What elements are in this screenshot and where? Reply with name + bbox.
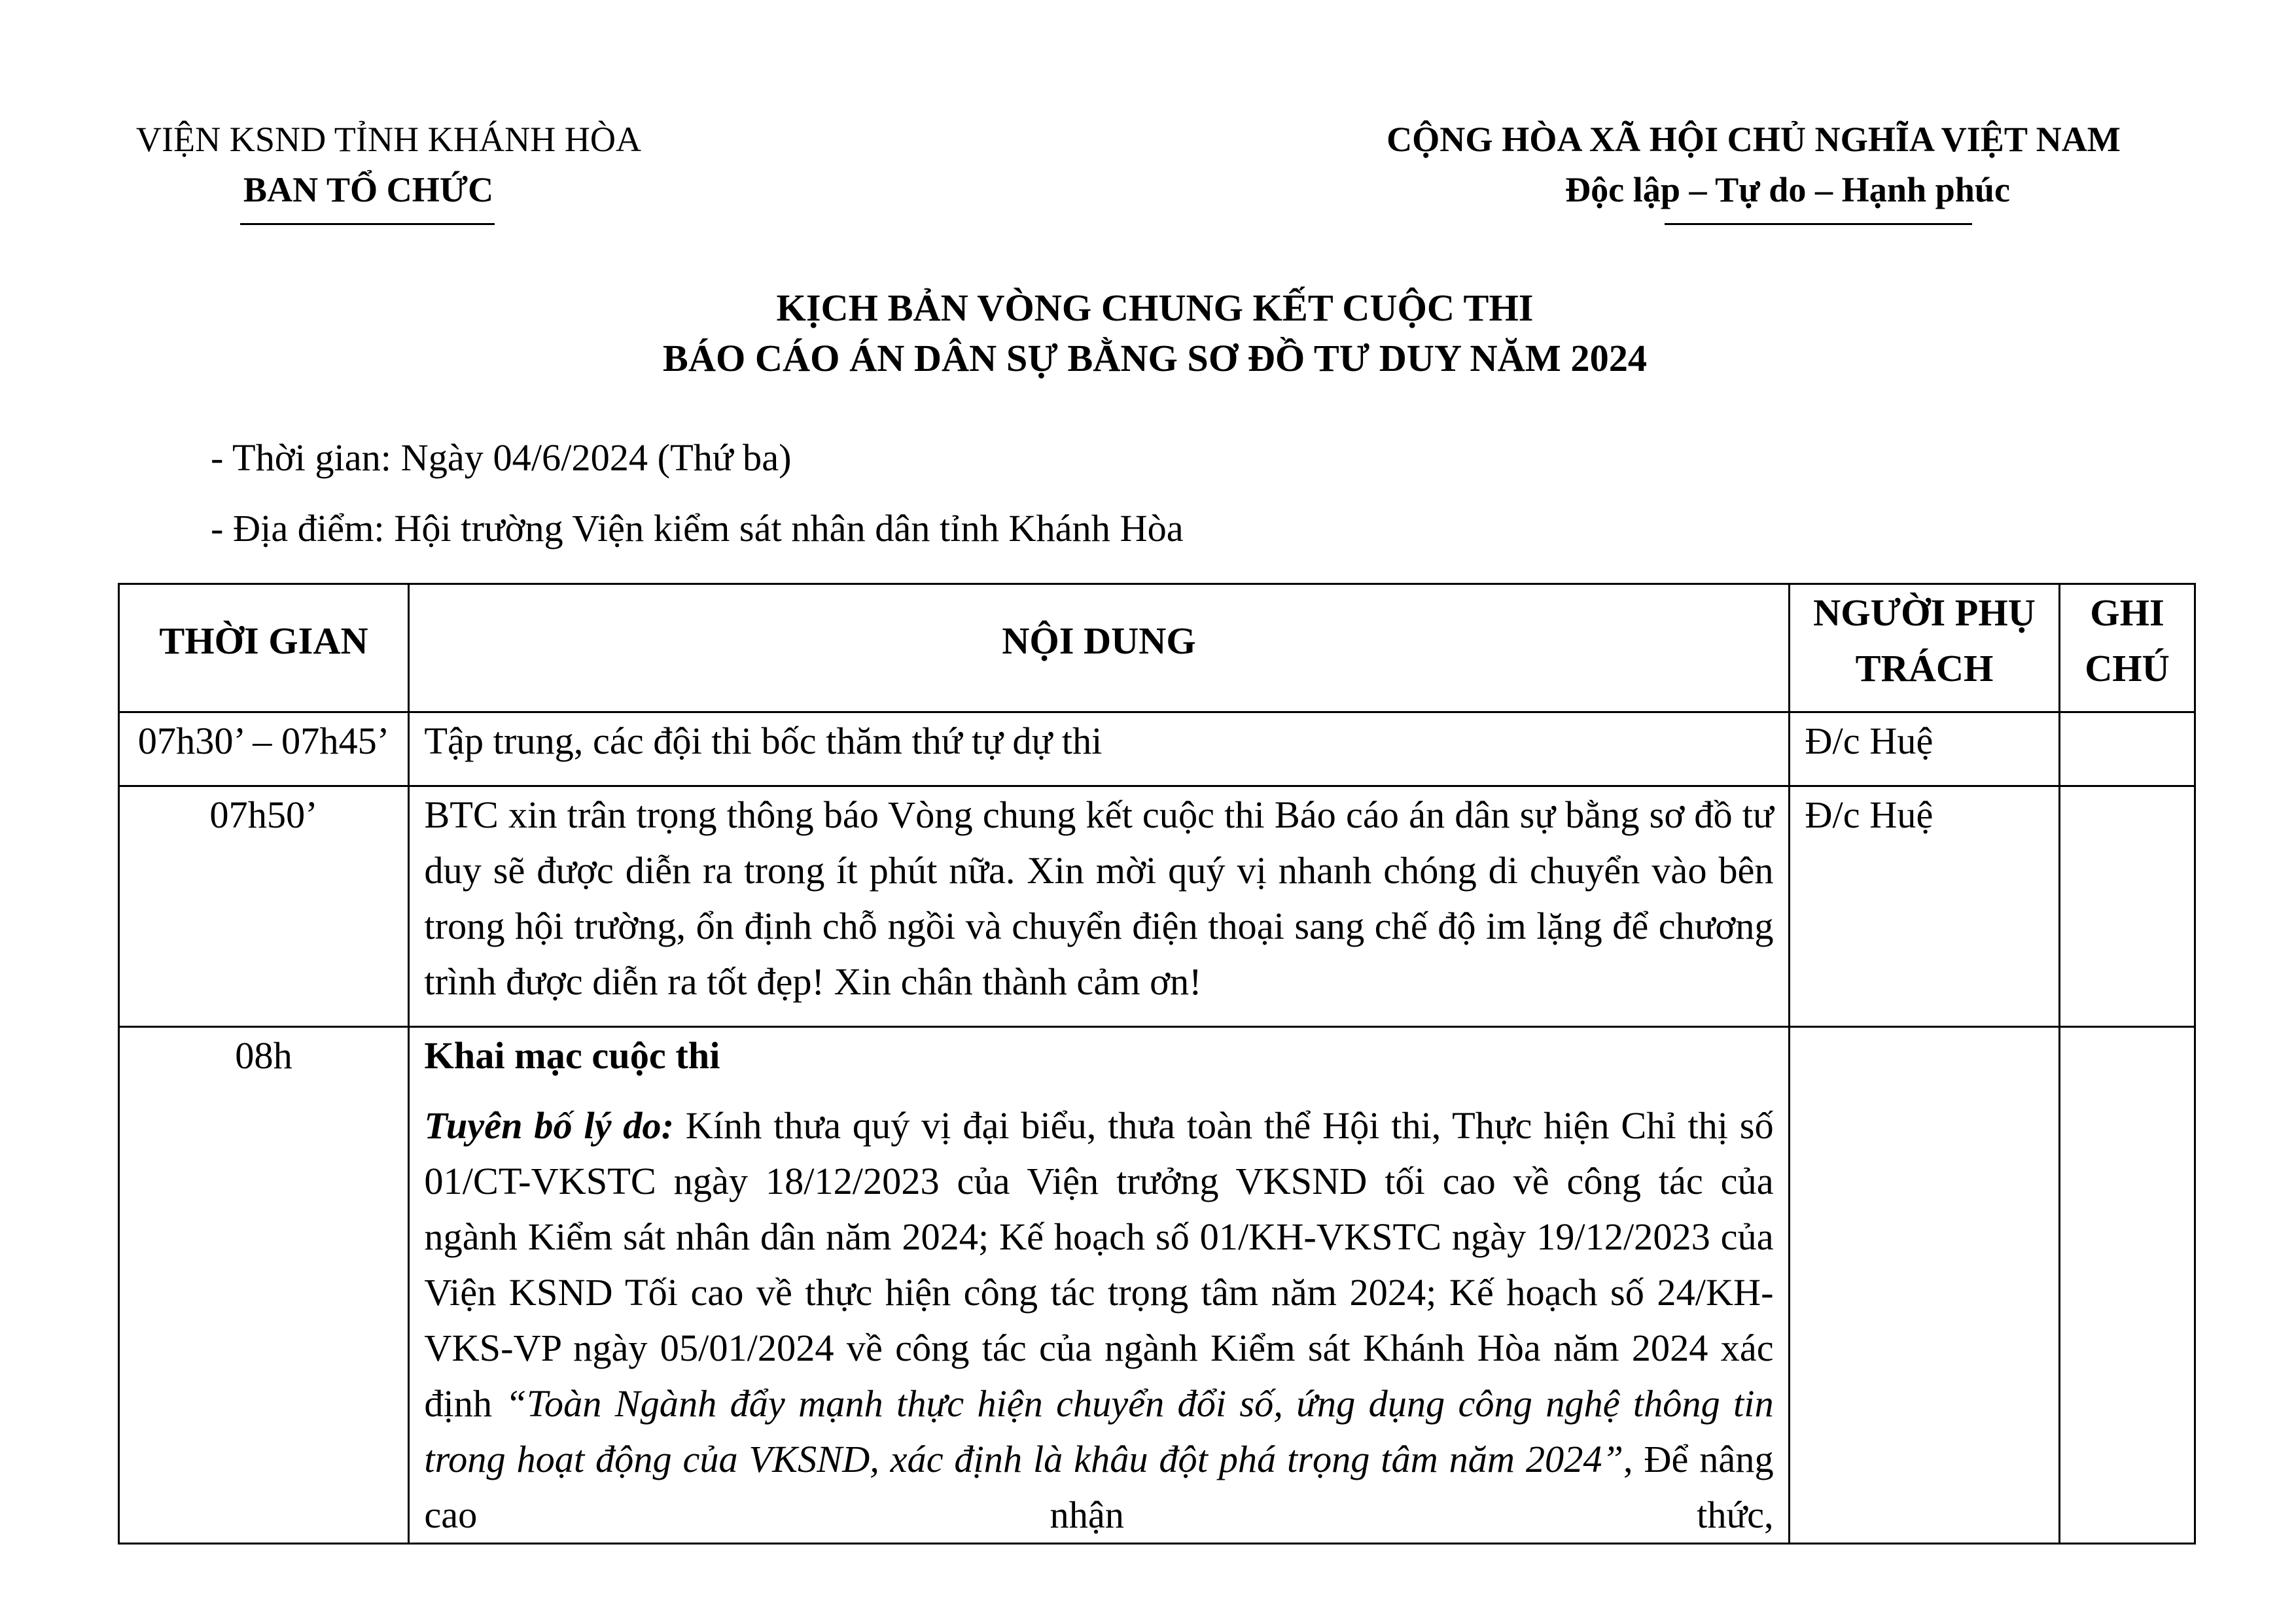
opening-quote: “Toàn Ngành đẩy mạnh thực hiện chuyển đổi số, ứng dụng công nghệ thông tin trong hoạt động của VKSND, xác định là khâu đột phá trọng tâm năm 2024” (424, 1382, 1774, 1480)
event-time: - Thời gian: Ngày 04/6/2024 (Thứ ba) (211, 436, 792, 479)
row-content (409, 786, 1790, 1027)
row-person: Đ/c Huệ (1790, 712, 2060, 786)
row-time: 07h30’ – 07h45’ (119, 712, 409, 786)
table-row (119, 1027, 2195, 1544)
opening-tail: , Để nâng cao nhận thức, (424, 1438, 1774, 1536)
schedule-table (118, 583, 2196, 1544)
document-title (173, 283, 2136, 383)
row-person (1790, 1027, 2060, 1544)
organizing-committee: BAN TỔ CHỨC (243, 170, 494, 209)
agency-name: VIỆN KSND TỈNH KHÁNH HÒA (135, 120, 642, 159)
row-time: 08h (119, 1027, 409, 1544)
row-content (409, 1027, 1790, 1544)
national-title: CỘNG HÒA XÃ HỘI CHỦ NGHĨA VIỆT NAM (1386, 120, 2121, 159)
column-header-note: GHI CHÚ (2060, 584, 2195, 712)
opening-lead: Tuyên bố lý do: (424, 1104, 675, 1147)
row-content-text: Tập trung, các đội thi bốc thăm thứ tự dự thi (424, 720, 1103, 762)
row-time: 07h50’ (119, 786, 409, 1027)
opening-heading: Khai mạc cuộc thi (424, 1034, 720, 1077)
title-line-2: BÁO CÁO ÁN DÂN SỰ BẰNG SƠ ĐỒ TƯ DUY NĂM 2024 (662, 337, 1648, 379)
row-person: Đ/c Huệ (1790, 786, 2060, 1027)
column-header-person: NGƯỜI PHỤ TRÁCH (1790, 584, 2060, 712)
table-row (119, 712, 2195, 786)
row-content (409, 712, 1790, 786)
opening-paragraph (424, 1098, 1773, 1543)
event-location: - Địa điểm: Hội trường Viện kiểm sát nhân dân tỉnh Khánh Hòa (211, 507, 1184, 550)
motto-underline (1665, 223, 1972, 225)
row-note (2060, 1027, 2195, 1544)
row-note (2060, 712, 2195, 786)
row-content-text: BTC xin trân trọng thông báo Vòng chung kết cuộc thi Báo cáo án dân sự bằng sơ đồ tư duy sẽ được diễn ra trong ít phút nữa. Xin mời quý vị nhanh chóng di chuyển vào bên trong hội trường, ổn định chỗ ngồi và chuyển điện thoại sang chế độ im lặng để chương trình được diễn ra tốt đẹp! Xin chân thành cảm ơn! (424, 794, 1774, 1003)
column-header-content: NỘI DUNG (409, 584, 1790, 712)
committee-underline (240, 223, 495, 225)
opening-text: Kính thưa quý vị đại biểu, thưa toàn thể Hội thi, Thực hiện Chỉ thị số 01/CT-VKSTC ngày 18/12/2023 của Viện trưởng VKSND tối cao về công tác của ngành Kiểm sát nhân dân năm 2024; Kế hoạch số 01/KH-VKSTC ngày 19/12/2023 của Viện KSND Tối cao về thực hiện công tác trọng tâm năm 2024; Kế hoạch số 24/KH-VKS-VP ngày 05/01/2024 về công tác của ngành Kiểm sát Khánh Hòa năm 2024 xác định (424, 1104, 1774, 1425)
national-motto: Độc lập – Tự do – Hạnh phúc (1564, 170, 2011, 209)
table-header-row (119, 584, 2195, 712)
table-row (119, 786, 2195, 1027)
row-note (2060, 786, 2195, 1027)
column-header-time: THỜI GIAN (119, 584, 409, 712)
title-line-1: KỊCH BẢN VÒNG CHUNG KẾT CUỘC THI (776, 287, 1534, 329)
